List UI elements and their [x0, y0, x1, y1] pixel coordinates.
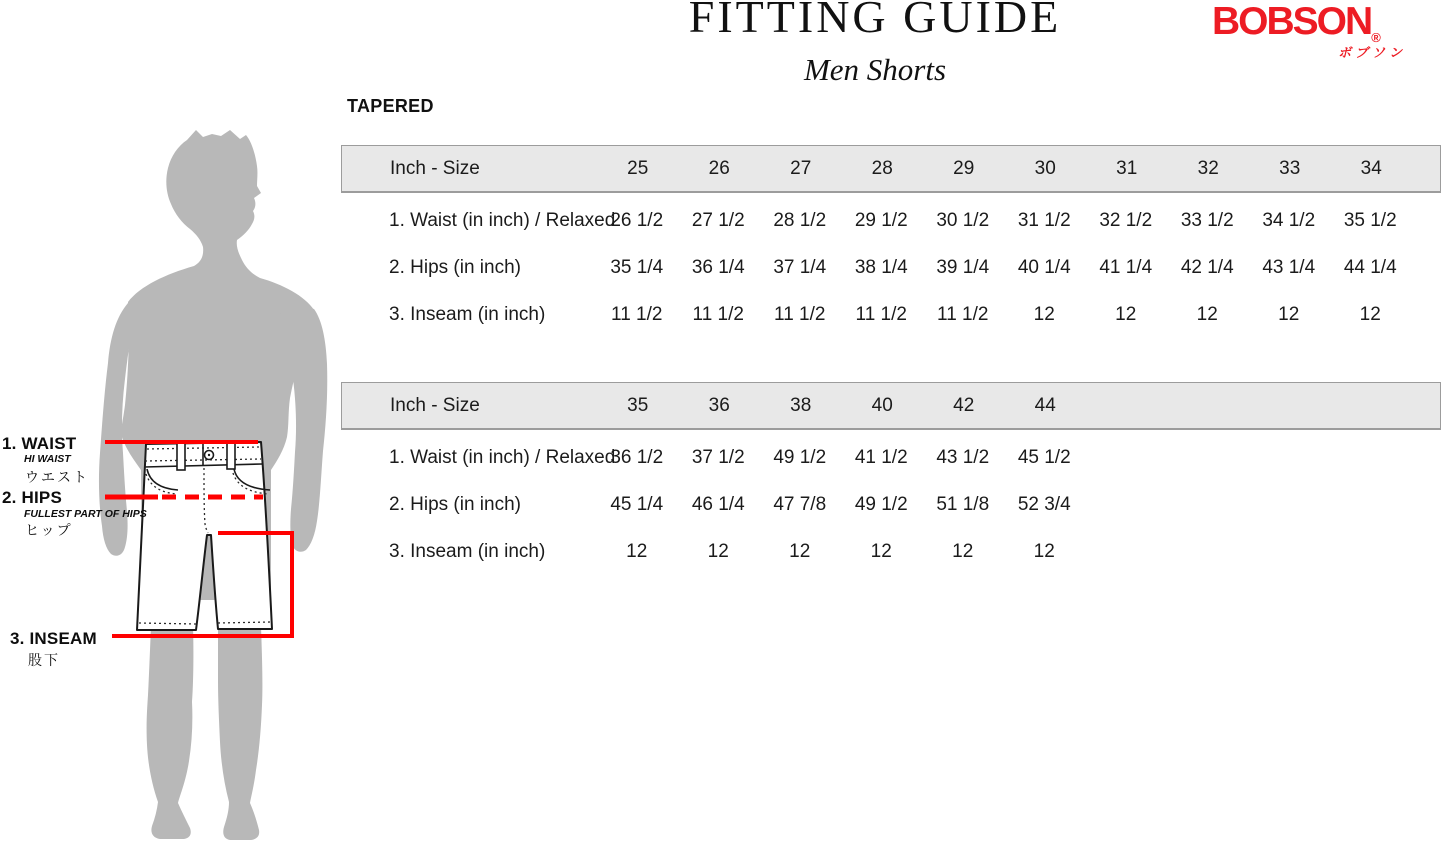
waist-label-japanese: ウエスト [25, 469, 89, 485]
row-label: 1. Waist (in inch) / Relaxed [389, 446, 616, 468]
size-value: 35 1/2 [1343, 209, 1397, 231]
size-table-header-label: Inch - Size [390, 157, 480, 179]
table-row [341, 197, 1441, 244]
size-column-header: 31 [1116, 157, 1138, 179]
size-value: 12 [1115, 303, 1137, 325]
belt-loop-left [177, 442, 185, 470]
size-value: 26 1/2 [610, 209, 664, 231]
size-value: 39 1/4 [936, 256, 990, 278]
waist-sublabel: HI WAIST [24, 453, 71, 465]
size-column-header: 35 [627, 394, 649, 416]
row-label: 3. Inseam (in inch) [389, 540, 546, 562]
size-column-header: 44 [1034, 394, 1056, 416]
size-value: 31 1/2 [1017, 209, 1071, 231]
size-value: 12 [1033, 540, 1055, 562]
size-value: 37 1/2 [691, 446, 745, 468]
size-table-header [341, 145, 1441, 193]
hips-label: 2. HIPS [2, 488, 62, 507]
table-row [341, 434, 1441, 481]
size-value: 42 1/4 [1180, 256, 1234, 278]
size-value: 27 1/2 [691, 209, 745, 231]
size-column-header: 30 [1034, 157, 1056, 179]
size-table-header-label: Inch - Size [390, 394, 480, 416]
size-value: 32 1/2 [1099, 209, 1153, 231]
size-value: 11 1/2 [774, 303, 826, 325]
belt-loop-right [227, 441, 235, 469]
size-value: 12 [1359, 303, 1381, 325]
size-value: 34 1/2 [1262, 209, 1316, 231]
size-table-tapered-1 [341, 145, 1441, 338]
size-column-header: 34 [1360, 157, 1382, 179]
size-value: 30 1/2 [936, 209, 990, 231]
size-value: 52 3/4 [1017, 493, 1071, 515]
size-value: 11 1/2 [937, 303, 989, 325]
size-value: 12 [1278, 303, 1300, 325]
size-value: 12 [626, 540, 648, 562]
size-value: 41 1/2 [854, 446, 908, 468]
silhouette-left-leg [147, 626, 194, 839]
size-value: 47 7/8 [773, 493, 827, 515]
size-value: 51 1/8 [936, 493, 990, 515]
size-value: 37 1/4 [773, 256, 827, 278]
waist-label: 1. WAIST [2, 434, 77, 453]
table-row [341, 291, 1441, 338]
size-value: 40 1/4 [1017, 256, 1071, 278]
size-value: 49 1/2 [773, 446, 827, 468]
inseam-label-japanese: 股下 [28, 652, 60, 668]
size-value: 41 1/4 [1099, 256, 1153, 278]
size-value: 11 1/2 [692, 303, 744, 325]
size-value: 12 [1196, 303, 1218, 325]
brand-logo [1212, 2, 1412, 61]
silhouette-right-leg [218, 626, 262, 840]
brand-name-japanese: ボブソン [1337, 45, 1406, 60]
size-value: 11 1/2 [855, 303, 907, 325]
row-label: 2. Hips (in inch) [389, 256, 521, 278]
page-title: FITTING GUIDE [688, 0, 1062, 42]
shorts-outline [137, 442, 272, 630]
brand-name: BOBSON [1212, 0, 1372, 43]
size-value: 46 1/4 [691, 493, 745, 515]
size-value: 45 1/2 [1017, 446, 1071, 468]
size-value: 12 [1033, 303, 1055, 325]
size-column-header: 26 [708, 157, 730, 179]
table-row [341, 481, 1441, 528]
size-value: 12 [952, 540, 974, 562]
hips-sublabel: FULLEST PART OF HIPS [24, 508, 147, 520]
size-value: 43 1/2 [936, 446, 990, 468]
size-value: 43 1/4 [1262, 256, 1316, 278]
size-column-header: 36 [708, 394, 730, 416]
size-column-header: 29 [953, 157, 975, 179]
section-label: TAPERED [347, 96, 434, 116]
size-column-header: 38 [790, 394, 812, 416]
size-column-header: 42 [953, 394, 975, 416]
page-subtitle: Men Shorts [803, 52, 947, 87]
size-column-header: 32 [1197, 157, 1219, 179]
fit-diagram [0, 0, 345, 846]
size-column-header: 27 [790, 157, 812, 179]
size-value: 44 1/4 [1343, 256, 1397, 278]
size-value: 35 1/4 [610, 256, 664, 278]
size-column-header: 33 [1279, 157, 1301, 179]
size-value: 28 1/2 [773, 209, 827, 231]
size-column-header: 28 [871, 157, 893, 179]
size-value: 38 1/4 [854, 256, 908, 278]
row-label: 2. Hips (in inch) [389, 493, 521, 515]
brand-logo-text [1212, 2, 1412, 44]
hips-label-japanese: ヒップ [25, 522, 73, 538]
table-row [341, 528, 1441, 575]
size-value: 12 [870, 540, 892, 562]
size-table-tapered-2 [341, 382, 1441, 575]
size-value: 29 1/2 [854, 209, 908, 231]
size-value: 12 [707, 540, 729, 562]
size-value: 11 1/2 [611, 303, 663, 325]
registered-mark: ® [1371, 30, 1381, 45]
size-value: 36 1/4 [691, 256, 745, 278]
table-row [341, 244, 1441, 291]
row-label: 3. Inseam (in inch) [389, 303, 546, 325]
size-column-header: 25 [627, 157, 649, 179]
size-table-header [341, 382, 1441, 430]
waist-button-hole [208, 454, 210, 456]
size-value: 33 1/2 [1180, 209, 1234, 231]
size-column-header: 40 [871, 394, 893, 416]
size-value: 45 1/4 [610, 493, 664, 515]
size-value: 12 [789, 540, 811, 562]
inseam-label: 3. INSEAM [10, 629, 97, 648]
size-value: 36 1/2 [610, 446, 664, 468]
row-label: 1. Waist (in inch) / Relaxed [389, 209, 616, 231]
size-value: 49 1/2 [854, 493, 908, 515]
